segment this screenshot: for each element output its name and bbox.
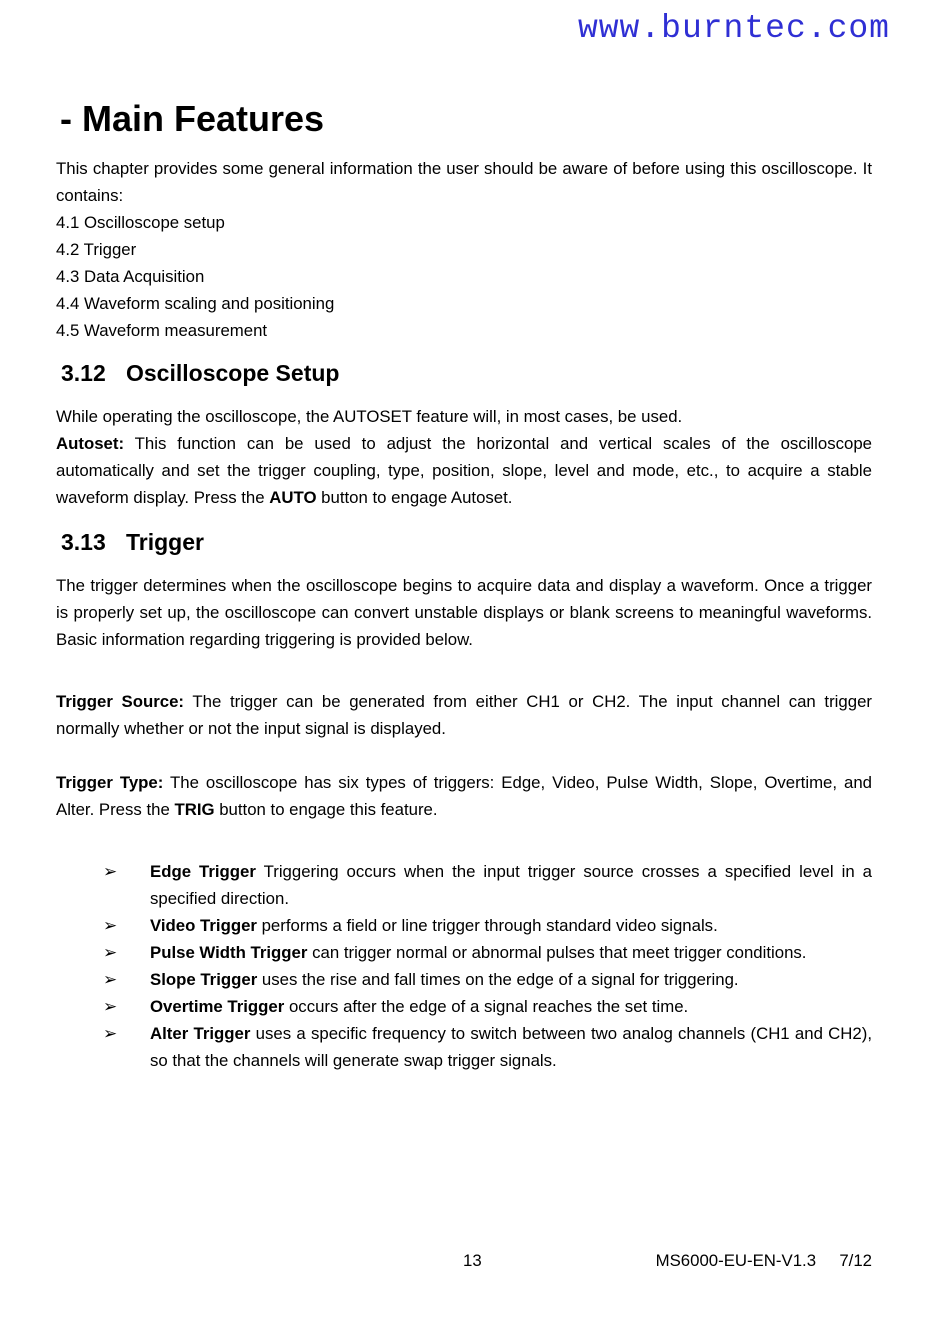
intro-list-item: 4.2 Trigger xyxy=(56,240,137,259)
section-title: Oscilloscope Setup xyxy=(126,360,340,386)
arrow-bullet-icon: ➢ xyxy=(103,862,118,881)
list-item-text xyxy=(150,858,872,912)
trig-button-name: TRIG xyxy=(174,800,215,819)
trigger-type-paragraph xyxy=(56,769,872,823)
setup-section xyxy=(56,358,872,511)
trigger-type-text: The oscilloscope has six types of triggers: Edge, Video, Pulse Width, Slope, Overtime, and Alter. Press the xyxy=(56,773,872,819)
arrow-bullet-icon: ➢ xyxy=(103,997,118,1016)
intro-list-item: 4.4 Waveform scaling and positioning xyxy=(56,294,335,313)
trigger-source-text: The trigger can be generated from either CH1 or CH2. The input channel can trigger normally whether or not the input signal is displayed. xyxy=(56,692,872,738)
autoset-label: Autoset: xyxy=(56,434,125,453)
arrow-bullet-icon: ➢ xyxy=(103,943,118,962)
trigger-type-text-end: button to engage this feature. xyxy=(214,800,438,819)
list-item-label: Video Trigger xyxy=(150,916,257,935)
setup-paragraph-1: While operating the oscilloscope, the AUTOSET feature will, in most cases, be used. xyxy=(56,407,683,426)
list-item-label: Alter Trigger xyxy=(150,1024,251,1043)
arrow-bullet-icon: ➢ xyxy=(103,970,118,989)
watermark-url: www.burntec.com xyxy=(577,10,890,47)
autoset-text: This function can be used to adjust the horizontal and vertical scales of the oscilloscope automatically and set the trigger coupling, type, position, slope, level and mode, etc., to acquire a stable waveform display. Press the xyxy=(56,434,872,507)
section-title: Trigger xyxy=(126,529,204,555)
list-item xyxy=(103,858,872,912)
list-item-label: Edge Trigger xyxy=(150,862,256,881)
autoset-text-end: button to engage Autoset. xyxy=(316,488,513,507)
trigger-type-label: Trigger Type: xyxy=(56,773,164,792)
intro-list-item: 4.5 Waveform measurement xyxy=(56,321,268,340)
intro-paragraph: This chapter provides some general information the user should be aware of before using this oscilloscope. It contains: xyxy=(56,159,872,205)
trigger-source-label: Trigger Source: xyxy=(56,692,185,711)
list-item-text xyxy=(150,966,872,993)
list-item-text xyxy=(150,939,872,966)
auto-button-name: AUTO xyxy=(269,488,317,507)
list-item-desc: performs a field or line trigger through standard video signals. xyxy=(256,916,718,935)
list-item-text xyxy=(150,1020,872,1074)
section-heading-trigger xyxy=(56,527,872,557)
section-heading-setup xyxy=(56,358,872,388)
list-item-desc: uses a specific frequency to switch between two analog channels (CH1 and CH2), so that the channels will generate swap trigger signals. xyxy=(150,1024,872,1070)
list-item xyxy=(103,1020,872,1074)
list-item-desc: uses the rise and fall times on the edge of a signal for triggering. xyxy=(257,970,739,989)
document-id: MS6000-EU-EN-V1.3 7/12 xyxy=(655,1251,872,1270)
page-number: 13 xyxy=(463,1251,482,1270)
trigger-intro: The trigger determines when the oscilloscope begins to acquire data and display a waveform. Once a trigger is properly set up, the oscilloscope can convert unstable displays or blank screens to meaningful waveforms. Basic information regarding triggering is provided below. xyxy=(56,576,872,649)
arrow-bullet-icon: ➢ xyxy=(103,1024,118,1043)
list-item-label: Slope Trigger xyxy=(150,970,258,989)
trigger-section xyxy=(56,527,872,823)
list-item-desc: Triggering occurs when the input trigger source crosses a specified level in a specified direction. xyxy=(150,862,873,908)
arrow-bullet-icon: ➢ xyxy=(103,916,118,935)
list-item-label: Overtime Trigger xyxy=(150,997,285,1016)
main-title: - Main Features xyxy=(60,98,325,139)
intro-list-item: 4.1 Oscilloscope setup xyxy=(56,213,225,232)
list-item-label: Pulse Width Trigger xyxy=(150,943,308,962)
section-number: 3.12 xyxy=(61,360,106,386)
list-item xyxy=(103,912,872,939)
list-item-desc: can trigger normal or abnormal pulses that meet trigger conditions. xyxy=(307,943,807,962)
list-item-desc: occurs after the edge of a signal reaches the set time. xyxy=(284,997,689,1016)
list-item-text xyxy=(150,912,872,939)
list-item-text xyxy=(150,993,872,1020)
trigger-types-list xyxy=(103,858,872,1074)
list-item xyxy=(103,966,872,993)
intro-list-item: 4.3 Data Acquisition xyxy=(56,267,205,286)
trigger-source-paragraph xyxy=(56,688,872,742)
list-item xyxy=(103,939,872,966)
intro-section xyxy=(56,155,872,344)
section-number: 3.13 xyxy=(61,529,106,555)
autoset-paragraph xyxy=(56,430,872,511)
list-item xyxy=(103,993,872,1020)
